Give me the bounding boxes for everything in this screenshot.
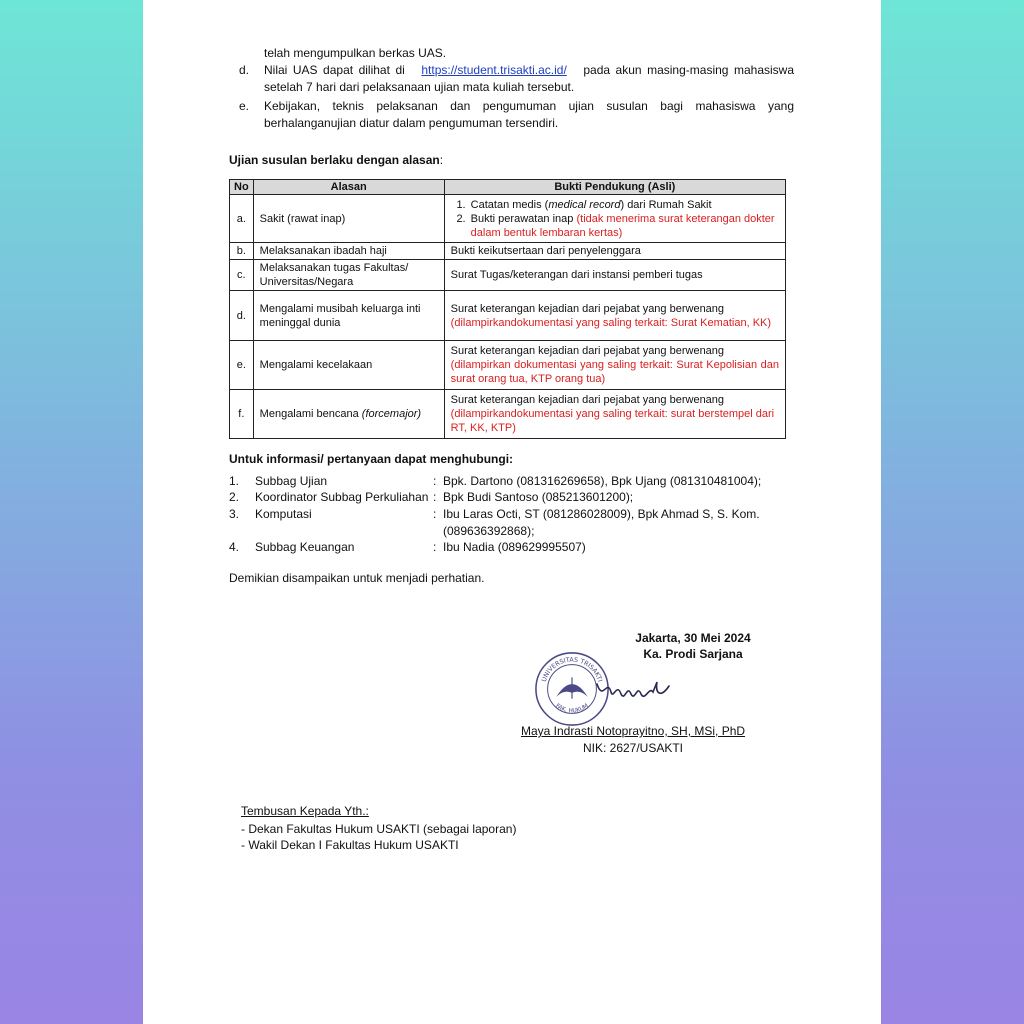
contact-number: 3.: [229, 507, 240, 521]
row-bukti: [444, 390, 785, 439]
intro-line-c-continuation: telah mengumpulkan berkas UAS.: [264, 46, 447, 60]
contact-colon: :: [433, 474, 437, 488]
table-row: [230, 341, 786, 390]
contact-value: Bpk. Dartono (081316269658), Bpk Ujang (081310481004);: [443, 474, 762, 488]
header-bukti: Bukti Pendukung (Asli): [444, 180, 785, 195]
row-bukti: Bukti keikutsertaan dari penyelenggara: [444, 243, 785, 260]
table-row: [230, 291, 786, 341]
evidence-emphasis: medical record: [548, 198, 621, 211]
tembusan-item: - Wakil Dekan I Fakultas Hukum USAKTI: [241, 838, 459, 852]
table-row: [230, 390, 786, 439]
alasan-text: Mengalami bencana: [259, 408, 362, 420]
row-alasan: Melaksanakan tugas Fakultas/ Universitas/Negara: [253, 260, 444, 291]
item-d-post: pada akun masing-masing mahasiswa setelah 7 hari dari pelaksanaan ujian mata kuliah tersebut.: [264, 63, 794, 94]
signature-place-date: Jakarta, 30 Mei 2024: [635, 631, 751, 645]
row-no: b.: [230, 243, 254, 260]
row-no: d.: [230, 291, 254, 341]
contact-unit: Subbag Keuangan: [255, 540, 355, 554]
row-no: e.: [230, 341, 254, 390]
item-e-text: Kebijakan, teknis pelaksanan dan pengumuman ujian susulan bagi mahasiswa yang berhalanganujian diatur dalam pengumuman tersendiri.: [264, 99, 794, 130]
contact-number: 2.: [229, 490, 240, 504]
bukti-text: Surat keterangan kejadian dari pejabat yang berwenang: [450, 302, 725, 315]
contact-value: Ibu Nadia (089629995507): [443, 540, 586, 554]
student-portal-link[interactable]: https://student.trisakti.ac.id/: [421, 63, 567, 77]
row-no: c.: [230, 260, 254, 291]
contact-colon: :: [433, 490, 437, 504]
signature-position: Ka. Prodi Sarjana: [643, 647, 743, 661]
contact-unit: Subbag Ujian: [255, 474, 328, 488]
table-row: [230, 195, 786, 243]
bukti-text: Surat keterangan kejadian dari pejabat yang berwenang: [450, 345, 725, 357]
evidence-text: Bukti perawatan inap: [470, 212, 577, 225]
evidence-list: [451, 198, 779, 240]
item-e-marker: e.: [239, 99, 250, 113]
table-header-row: [230, 180, 786, 195]
header-alasan: Alasan: [253, 180, 444, 195]
contact-value: Ibu Laras Octi, ST (081286028009), Bpk Ahmad S, S. Kom. (089636392868);: [443, 507, 760, 538]
contact-value: Bpk Budi Santoso (085213601200);: [443, 490, 634, 504]
contact-unit: Koordinator Subbag Perkuliahan: [255, 490, 429, 504]
section-title-colon: :: [439, 153, 444, 167]
row-alasan: Mengalami kecelakaan: [253, 341, 444, 390]
row-no: f.: [230, 390, 254, 439]
tembusan-item: - Dekan Fakultas Hukum USAKTI (sebagai laporan): [241, 822, 517, 836]
contact-title: Untuk informasi/ pertanyaan dapat menghubungi:: [229, 452, 514, 466]
bukti-text: Surat keterangan kejadian dari pejabat yang berwenang: [450, 394, 725, 406]
row-bukti: [444, 341, 785, 390]
row-alasan: Melaksanakan ibadah haji: [253, 243, 444, 260]
header-no: No: [230, 180, 254, 195]
item-d-marker: d.: [239, 63, 250, 77]
section-title: [229, 152, 443, 169]
row-alasan: Sakit (rawat inap): [253, 195, 444, 243]
item-d-text: [264, 62, 794, 96]
contact-number: 4.: [229, 540, 240, 554]
document-page: [143, 0, 881, 1024]
reasons-table: [229, 179, 786, 439]
bukti-note-red: (dilampirkan dokumentasi yang saling terkait: Surat Kepolisian dan surat orang tua, KTP orang tua): [450, 359, 779, 385]
bukti-note-red: (dilampirkandokumentasi yang saling terkait: Surat Kematian, KK): [450, 316, 772, 329]
contact-colon: :: [433, 540, 437, 554]
stamp-text-top: UNIVERSITAS TRISAKTI: [540, 656, 604, 683]
closing-text: Demikian disampaikan untuk menjadi perhatian.: [229, 571, 485, 585]
row-bukti: [444, 195, 785, 243]
tembusan-title: Tembusan Kepada Yth.:: [241, 804, 369, 818]
row-bukti: [444, 291, 785, 341]
evidence-text: ) dari Rumah Sakit: [620, 198, 712, 211]
bukti-note-red: (dilampirkandokumentasi yang saling terkait: surat berstempel dari RT, KK, KTP): [450, 408, 775, 434]
contact-unit: Komputasi: [255, 507, 312, 521]
signature-scribble: [593, 672, 673, 708]
section-title-text: Ujian susulan berlaku dengan alasan: [229, 153, 440, 167]
row-alasan: [253, 390, 444, 439]
evidence-item: [469, 198, 779, 212]
item-d-pre: Nilai UAS dapat dilihat di: [264, 63, 405, 77]
row-alasan: Mengalami musibah keluarga inti meninggal dunia: [253, 291, 444, 341]
evidence-note-red: (tidak menerima surat keterangan dokter dalam bentuk lembaran kertas): [470, 212, 775, 239]
table-row: [230, 260, 786, 291]
row-no: a.: [230, 195, 254, 243]
signature-name: Maya Indrasti Notoprayitno, SH, MSi, PhD: [520, 724, 746, 738]
contact-colon: :: [433, 507, 437, 521]
table-row: [230, 243, 786, 260]
signature-nik: NIK: 2627/USAKTI: [582, 741, 684, 755]
row-bukti: Surat Tugas/keterangan dari instansi pemberi tugas: [444, 260, 785, 291]
evidence-item: [469, 212, 779, 240]
evidence-text: Catatan medis (: [470, 198, 549, 211]
contact-number: 1.: [229, 474, 240, 488]
stamp-text-bottom: FAK. HUKUM: [554, 703, 590, 715]
alasan-emphasis: (forcemajor): [361, 408, 422, 420]
